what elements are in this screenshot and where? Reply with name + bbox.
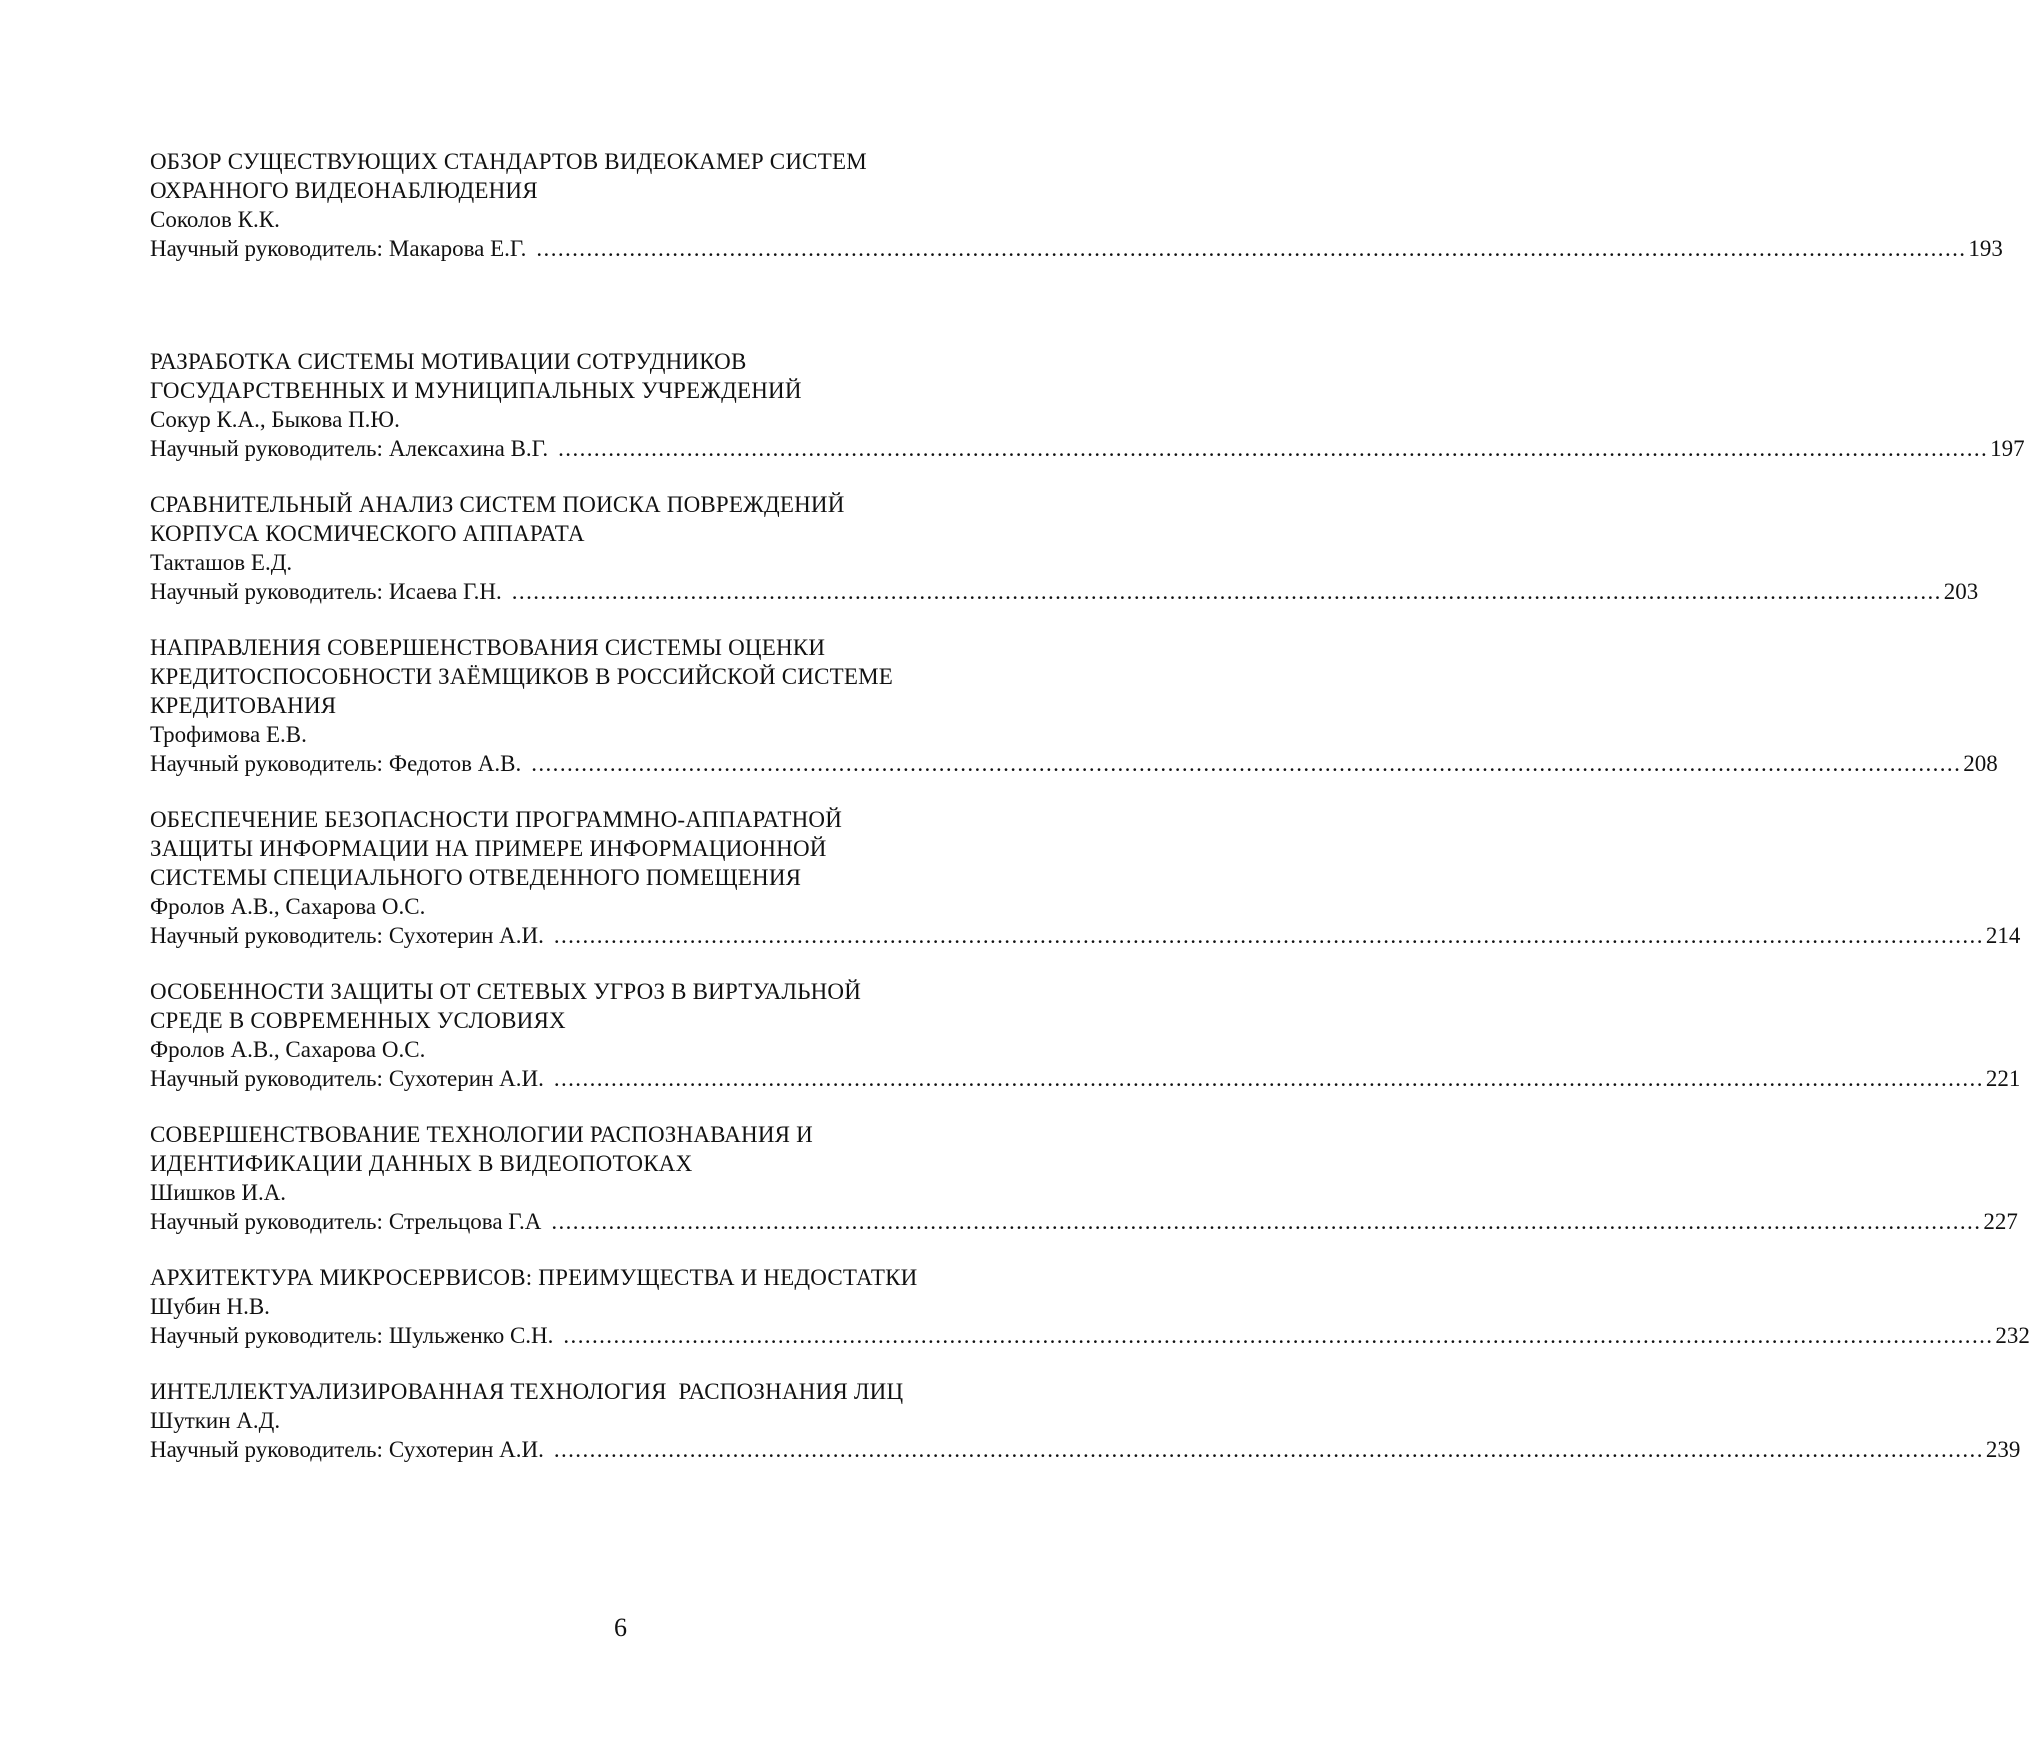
entry-title-line: НАПРАВЛЕНИЯ СОВЕРШЕНСТВОВАНИЯ СИСТЕМЫ ОЦЕНКИ (150, 635, 826, 660)
supervisor-label: Научный руководитель: (150, 751, 383, 776)
supervisor-name: Шульженко С.Н. (388, 1323, 554, 1348)
entry-supervisor-line (150, 234, 2003, 263)
entry-title-line: ОСОБЕННОСТИ ЗАЩИТЫ ОТ СЕТЕВЫХ УГРОЗ В ВИРТУАЛЬНОЙ (150, 979, 862, 1004)
supervisor-label: Научный руководитель: (150, 1323, 383, 1348)
supervisor-name: Исаева Г.Н. (388, 579, 502, 604)
entry-title-line: ИНТЕЛЛЕКТУАЛИЗИРОВАННАЯ ТЕХНОЛОГИЯ РАСПОЗНАНИЯ ЛИЦ (150, 1379, 904, 1404)
entry-authors: Соколов К.К. (150, 207, 280, 232)
entry-title-line: КРЕДИТОСПОСОБНОСТИ ЗАЁМЩИКОВ В РОССИЙСКОЙ СИСТЕМЕ (150, 664, 894, 689)
dot-leader: ........................................................................................................................................................................................................ (553, 1066, 1984, 1091)
toc-entry (150, 805, 2021, 950)
entry-supervisor-line (150, 1435, 2021, 1464)
toc-entry (150, 977, 2021, 1093)
entry-authors: Трофимова Е.В. (150, 722, 307, 747)
toc-entry (150, 1377, 2021, 1464)
dot-leader: ........................................................................................................................................................................................................ (563, 1323, 1994, 1348)
entry-authors: Шишков И.А. (150, 1180, 287, 1205)
entry-page-number: 227 (1983, 1209, 2018, 1234)
toc-entry (150, 1120, 2018, 1236)
entry-authors: Фролов А.В., Сахарова О.С. (150, 1037, 426, 1062)
entry-supervisor-line (150, 1064, 2021, 1093)
supervisor-label: Научный руководитель: (150, 236, 383, 261)
entry-authors: Шуткин А.Д. (150, 1408, 281, 1433)
entry-title-line: ГОСУДАРСТВЕННЫХ И МУНИЦИПАЛЬНЫХ УЧРЕЖДЕНИЙ (150, 378, 802, 403)
supervisor-label: Научный руководитель: (150, 1209, 383, 1234)
supervisor-label: Научный руководитель: (150, 1437, 383, 1462)
dot-leader: ........................................................................................................................................................................................................ (551, 1209, 1982, 1234)
supervisor-name: Стрельцова Г.А (388, 1209, 542, 1234)
entry-title-line: СОВЕРШЕНСТВОВАНИЕ ТЕХНОЛОГИИ РАСПОЗНАВАНИЯ И (150, 1122, 813, 1147)
entry-authors: Шубин Н.В. (150, 1294, 270, 1319)
supervisor-label: Научный руководитель: (150, 436, 383, 461)
supervisor-name: Макарова Е.Г. (388, 236, 527, 261)
entry-page-number: 197 (1990, 436, 2025, 461)
supervisor-label: Научный руководитель: (150, 923, 383, 948)
entry-supervisor-line (150, 749, 1998, 778)
entry-authors: Фролов А.В., Сахарова О.С. (150, 894, 426, 919)
supervisor-label: Научный руководитель: (150, 1066, 383, 1091)
entry-title-line: ИДЕНТИФИКАЦИИ ДАННЫХ В ВИДЕОПОТОКАХ (150, 1151, 693, 1176)
supervisor-name: Алексахина В.Г. (388, 436, 549, 461)
entry-page-number: 232 (1995, 1323, 2030, 1348)
entry-page-number: 214 (1985, 923, 2021, 948)
toc-entry (150, 1263, 2030, 1350)
dot-leader: ........................................................................................................................................................................................................ (536, 236, 1967, 261)
table-of-contents (150, 147, 2030, 1464)
dot-leader: ........................................................................................................................................................................................................ (558, 436, 1989, 461)
dot-leader: ........................................................................................................................................................................................................ (531, 751, 1962, 776)
entry-title-line: РАЗРАБОТКА СИСТЕМЫ МОТИВАЦИИ СОТРУДНИКОВ (150, 349, 747, 374)
entry-authors: Сокур К.А., Быкова П.Ю. (150, 407, 400, 432)
entry-supervisor-line (150, 921, 2021, 950)
entry-page-number: 203 (1943, 579, 1979, 604)
supervisor-name: Сухотерин А.И. (388, 1437, 544, 1462)
supervisor-label: Научный руководитель: (150, 579, 383, 604)
entry-supervisor-line (150, 434, 2025, 463)
entry-title-line: КРЕДИТОВАНИЯ (150, 693, 337, 718)
entry-supervisor-line (150, 577, 1979, 606)
entry-supervisor-line (150, 1207, 2018, 1236)
entry-title-line: СРАВНИТЕЛЬНЫЙ АНАЛИЗ СИСТЕМ ПОИСКА ПОВРЕЖДЕНИЙ (150, 492, 845, 517)
supervisor-name: Сухотерин А.И. (388, 923, 544, 948)
entry-page-number: 208 (1963, 751, 1998, 776)
entry-title-line: ЗАЩИТЫ ИНФОРМАЦИИ НА ПРИМЕРЕ ИНФОРМАЦИОННОЙ (150, 836, 827, 861)
entry-title-line: КОРПУСА КОСМИЧЕСКОГО АППАРАТА (150, 521, 585, 546)
entry-title-line: ОХРАННОГО ВИДЕОНАБЛЮДЕНИЯ (150, 178, 538, 203)
entry-title-line: АРХИТЕКТУРА МИКРОСЕРВИСОВ: ПРЕИМУЩЕСТВА И НЕДОСТАТКИ (150, 1265, 918, 1290)
entry-title-line: ОБЕСПЕЧЕНИЕ БЕЗОПАСНОСТИ ПРОГРАММНО-АППАРАТНОЙ (150, 807, 843, 832)
entry-supervisor-line (150, 1321, 2030, 1350)
supervisor-name: Сухотерин А.И. (388, 1066, 544, 1091)
entry-page-number: 193 (1968, 236, 2003, 261)
dot-leader: ........................................................................................................................................................................................................ (553, 1437, 1984, 1462)
entry-authors: Такташов Е.Д. (150, 550, 293, 575)
dot-leader: ........................................................................................................................................................................................................ (553, 923, 1984, 948)
page-number: 6 (614, 1613, 627, 1642)
dot-leader: ........................................................................................................................................................................................................ (511, 579, 1942, 604)
entry-page-number: 221 (1985, 1066, 2021, 1091)
entry-title-line: СРЕДЕ В СОВРЕМЕННЫХ УСЛОВИЯХ (150, 1008, 566, 1033)
entry-title-line: ОБЗОР СУЩЕСТВУЮЩИХ СТАНДАРТОВ ВИДЕОКАМЕР СИСТЕМ (150, 149, 867, 174)
toc-entry (150, 490, 1979, 606)
toc-entry (150, 347, 2025, 463)
entry-title-line: СИСТЕМЫ СПЕЦИАЛЬНОГО ОТВЕДЕННОГО ПОМЕЩЕНИЯ (150, 865, 802, 890)
toc-entry (150, 633, 1998, 778)
entry-page-number: 239 (1985, 1437, 2021, 1462)
supervisor-name: Федотов А.В. (388, 751, 522, 776)
toc-entry (150, 147, 2003, 263)
